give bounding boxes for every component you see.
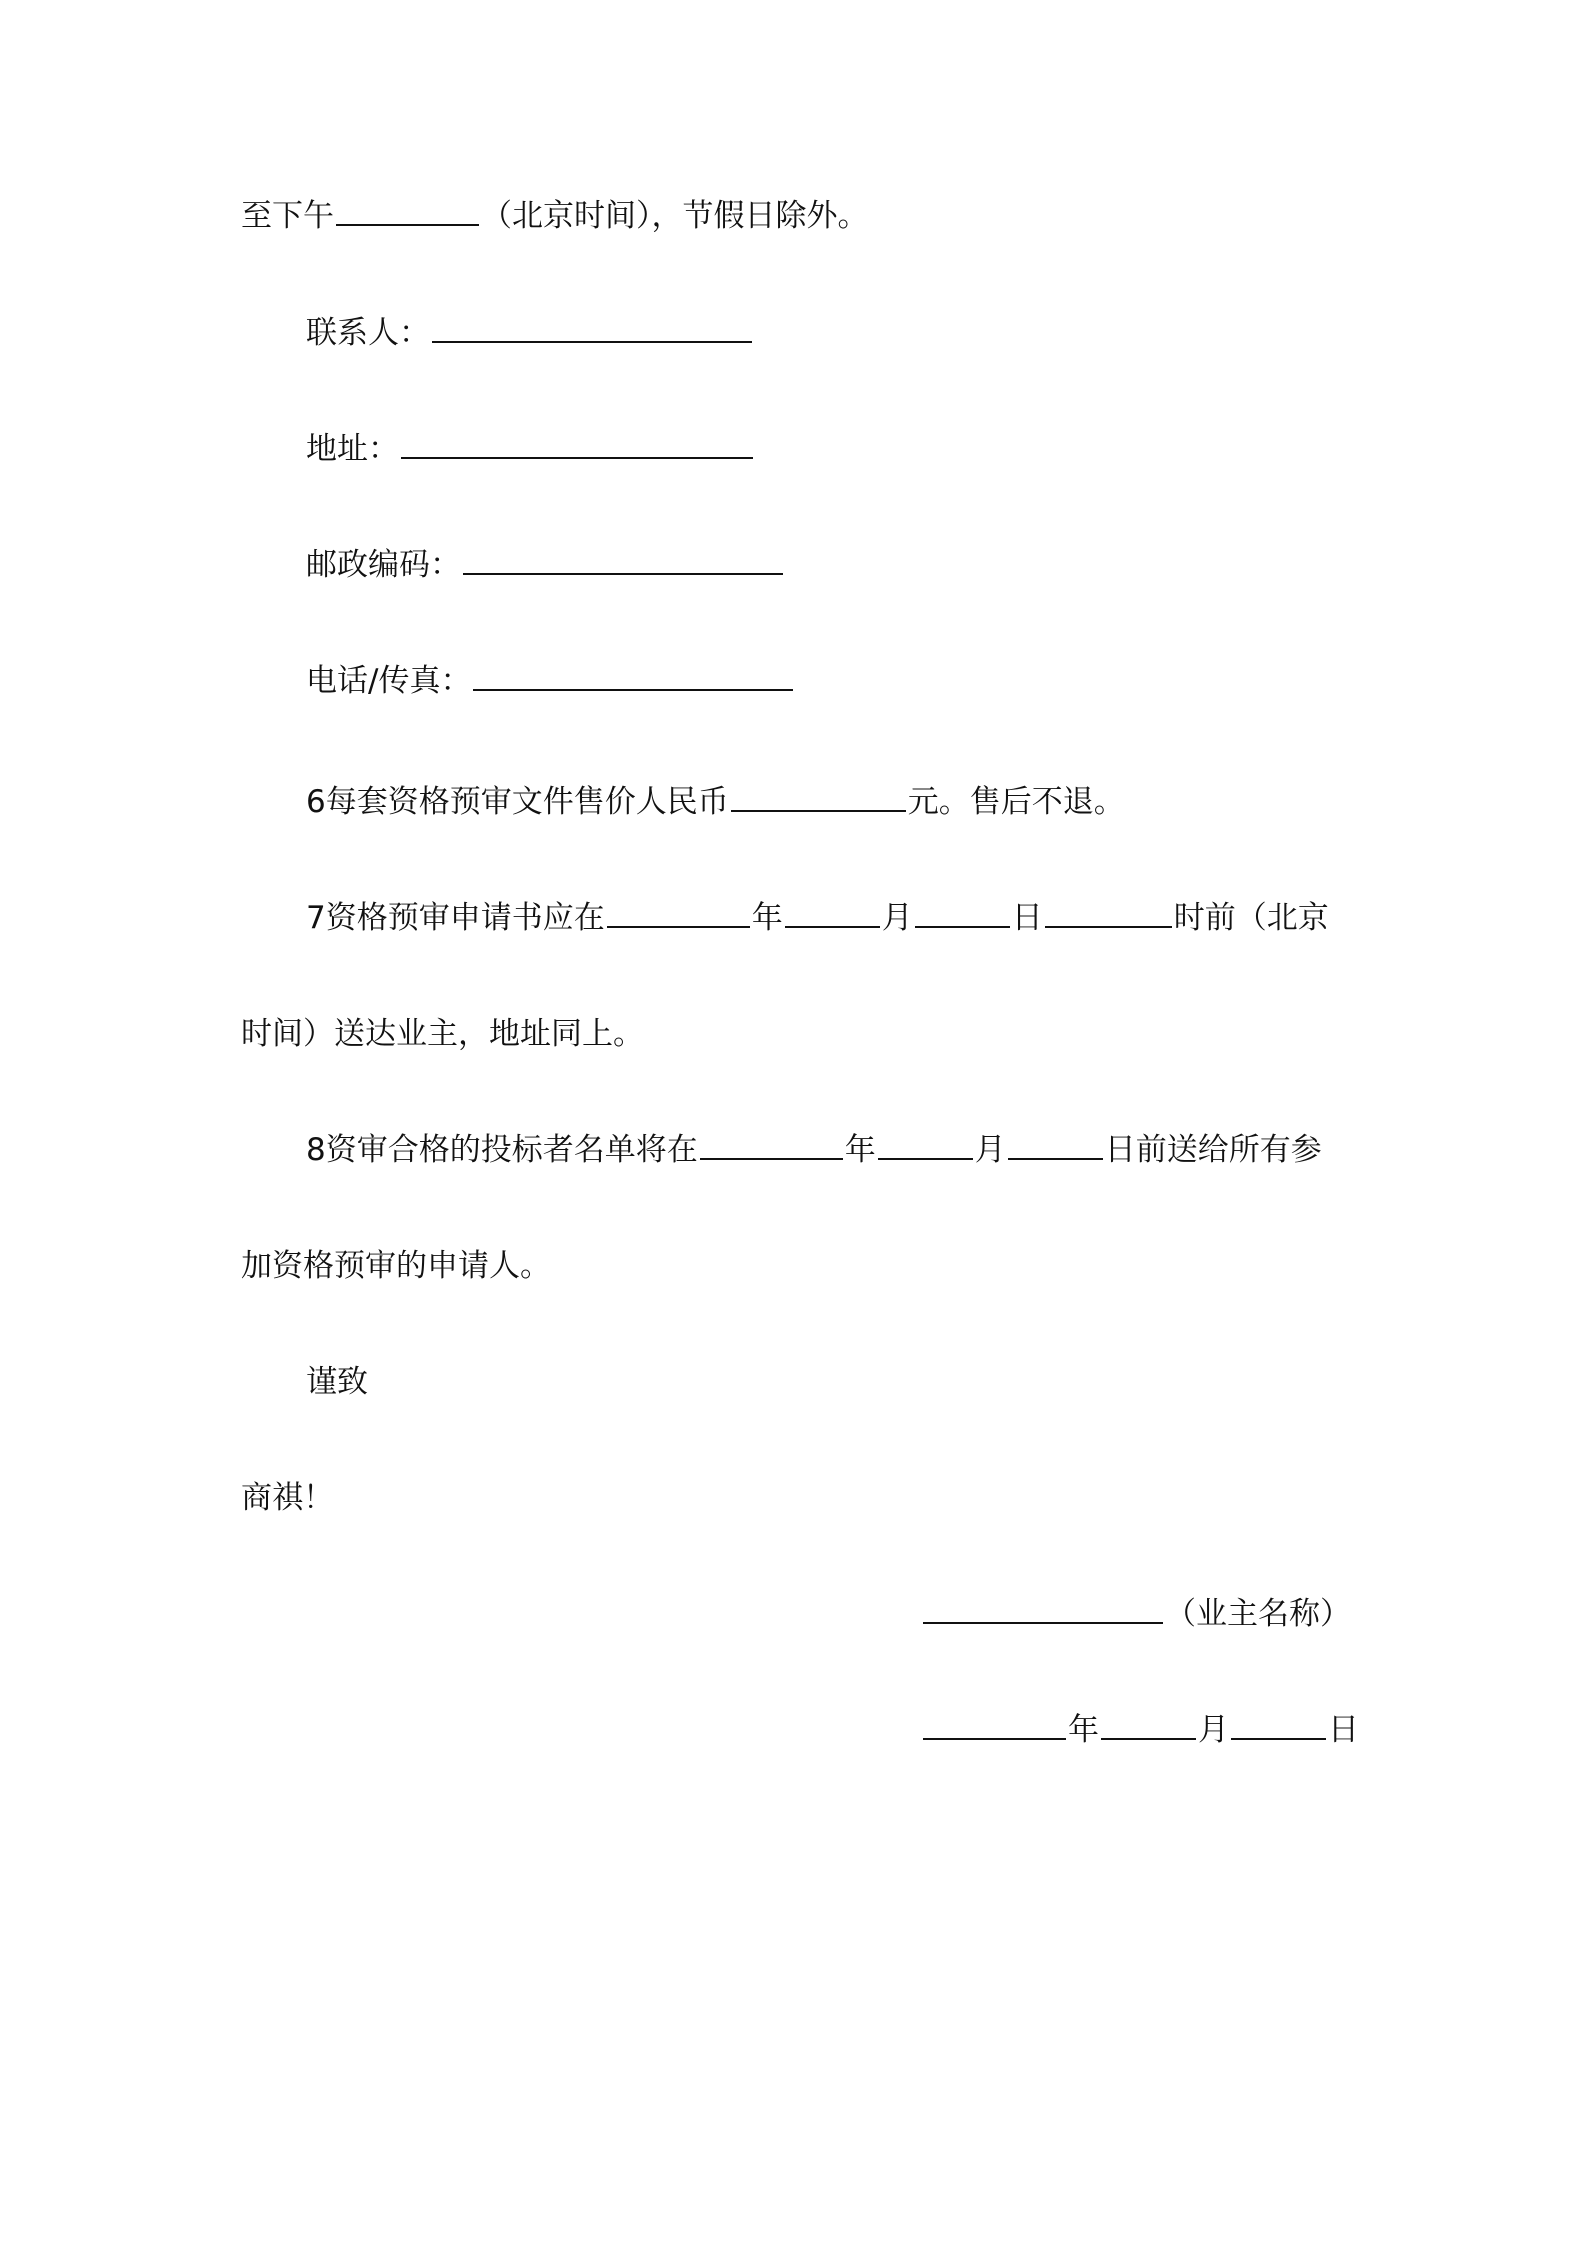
item7-continuation — [241, 1014, 644, 1054]
closing-text-2: 商祺！ — [241, 1480, 334, 1516]
address-label: 地址： — [306, 431, 399, 467]
item8-continuation — [241, 1246, 551, 1286]
item7-text: 7资格预审申请书应在 — [306, 900, 605, 936]
hours-line — [241, 196, 869, 236]
item8-day-blank[interactable] — [1008, 1130, 1103, 1160]
closing-line-2 — [241, 1478, 334, 1518]
hours-suffix: （北京时间），节假日除外。 — [481, 198, 869, 234]
price-blank[interactable] — [731, 782, 906, 812]
phone-label: 电话/传真： — [306, 663, 472, 699]
item8-text: 8资审合格的投标者名单将在 — [306, 1132, 698, 1168]
hours-blank[interactable] — [336, 196, 479, 226]
item7-year-label: 年 — [751, 900, 783, 936]
item7-month-label: 月 — [881, 900, 913, 936]
owner-signature-line — [921, 1594, 1351, 1634]
postcode-line — [306, 545, 785, 585]
item6-text: 6每套资格预审文件售价人民币 — [306, 784, 729, 820]
item7-month-blank[interactable] — [785, 898, 880, 928]
item8-line — [306, 1130, 1322, 1170]
sig-month-label: 月 — [1198, 1712, 1229, 1748]
closing-line-1 — [306, 1362, 368, 1402]
phone-line — [306, 661, 795, 701]
closing-text-1: 谨致 — [306, 1364, 368, 1400]
phone-blank[interactable] — [473, 661, 793, 691]
owner-name-label: （业主名称） — [1165, 1596, 1351, 1632]
owner-name-blank[interactable] — [923, 1594, 1163, 1624]
item8-year-blank[interactable] — [700, 1130, 843, 1160]
item7-hour-blank[interactable] — [1045, 898, 1172, 928]
item8-cont-text: 加资格预审的申请人。 — [241, 1248, 551, 1284]
contact-line — [306, 313, 754, 353]
item7-cont-text: 时间）送达业主，地址同上。 — [241, 1016, 644, 1052]
item7-line — [306, 898, 1329, 938]
hours-prefix: 至下午 — [241, 198, 334, 234]
address-line — [306, 429, 755, 469]
postcode-label: 邮政编码： — [306, 547, 461, 583]
sig-month-blank[interactable] — [1101, 1710, 1196, 1740]
sig-year-label: 年 — [1068, 1712, 1099, 1748]
sig-day-blank[interactable] — [1231, 1710, 1326, 1740]
contact-blank[interactable] — [432, 313, 752, 343]
address-blank[interactable] — [401, 429, 753, 459]
item6-suffix: 元。售后不退。 — [907, 784, 1125, 820]
item8-month-label: 月 — [974, 1132, 1006, 1168]
item7-suffix: 时前（北京 — [1173, 900, 1329, 936]
item8-month-blank[interactable] — [878, 1130, 973, 1160]
sig-day-label: 日 — [1328, 1712, 1359, 1748]
postcode-blank[interactable] — [463, 545, 783, 575]
item8-year-label: 年 — [844, 1132, 876, 1168]
item6-line — [306, 782, 1125, 822]
contact-label: 联系人： — [306, 315, 430, 351]
item7-day-blank[interactable] — [915, 898, 1010, 928]
item7-year-blank[interactable] — [607, 898, 750, 928]
sig-year-blank[interactable] — [923, 1710, 1066, 1740]
item8-suffix: 日前送给所有参 — [1104, 1132, 1322, 1168]
signature-date-line — [921, 1710, 1359, 1750]
item7-day-label: 日 — [1011, 900, 1043, 936]
